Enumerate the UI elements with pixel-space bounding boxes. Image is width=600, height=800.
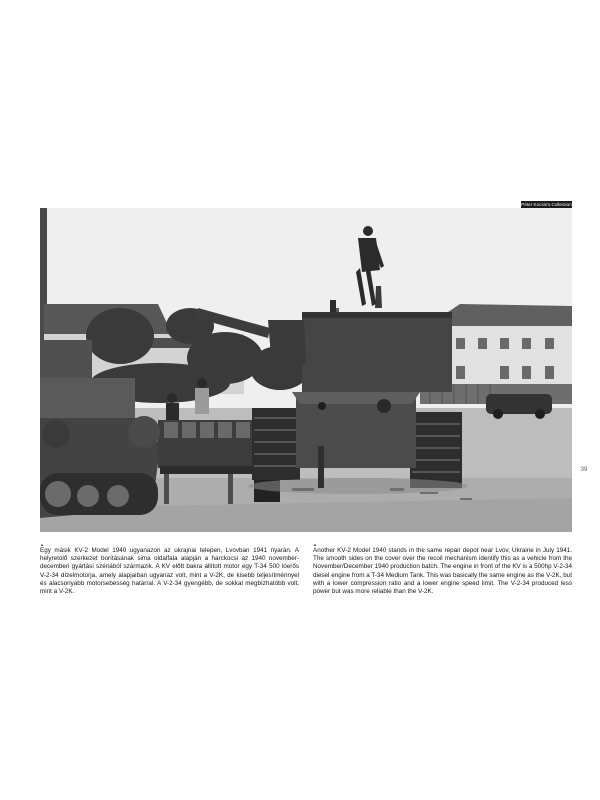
page-number: 39 bbox=[580, 467, 588, 473]
caption-english bbox=[313, 543, 572, 596]
caption-hungarian bbox=[40, 543, 299, 596]
caption-marker: ▲ bbox=[40, 542, 44, 547]
caption-marker: ▲ bbox=[313, 542, 317, 547]
caption-text-english: Another KV-2 Model 1940 stands in the same repair depot near Lvov, Ukraine in July 1941. The smooth sides on the cover over the recoil mechanism identify this as a vehicle from the November/December 1940 production batch. The engine in front of the KV is a 500hp V-2-34 diesel engine from a T-34 Medium Tank. This was basically the same engine as the V-2K, but with a lower compression ratio and a lower engine speed limit. The V-2-34 produced less power but was more reliable than the V-2K. bbox=[313, 547, 573, 596]
tank-photograph bbox=[40, 208, 572, 532]
photo-credit: Péter Kocsis's Collection bbox=[521, 202, 572, 207]
caption-text-hungarian: Egy másik KV-2 Model 1940 ugyanazon az ukrajnai telepen, Lvovban 1941 nyarán. A helyretolő szerkezet borításának sima oldalfala alapján a harckocsi az 1940 november-decemberi gyártási szériából származik. A KV előtt bakra állított motor egy T-34 500 lóerős V-2-34 dízelmotorja, amely alapjaiban ugyanaz volt, mint a V-2K, de kisebb teljesítménnyel és alacsonyabb motorsebesség határral. A V-2-34 gyengébb, de sokkal megbízhatóbb volt, mint a V-2K. bbox=[40, 547, 299, 596]
